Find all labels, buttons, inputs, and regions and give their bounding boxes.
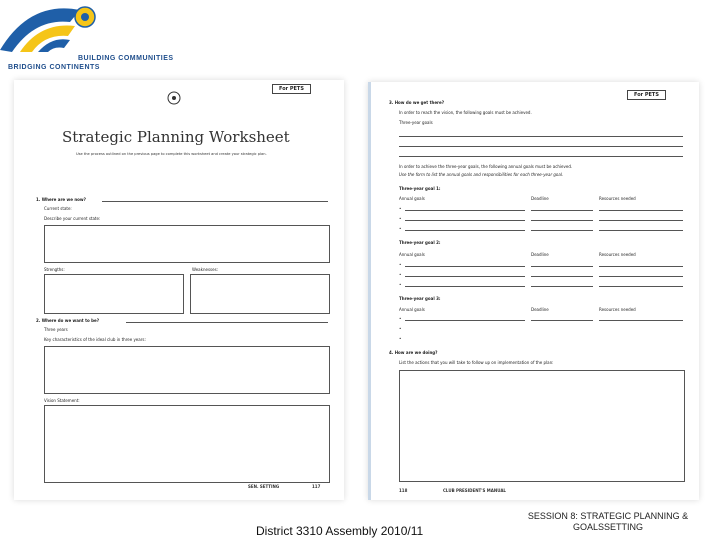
goal-2-label: Three-year goal 2: xyxy=(399,240,441,245)
q3-instruction-2: In order to achieve the three-year goals, the following annual goals must be achieved. xyxy=(399,164,573,169)
footer-page-number: 118 xyxy=(399,488,408,493)
deadline-line[interactable] xyxy=(531,286,593,287)
resources-header: Resources needed xyxy=(599,196,636,201)
strengths-box[interactable] xyxy=(44,274,184,314)
deadline-header: Deadline xyxy=(531,307,549,312)
rotary-wheel-icon xyxy=(166,90,182,106)
logo-line-1: BUILDING COMMUNITIES xyxy=(78,55,174,62)
bullet-icon: • xyxy=(399,272,402,277)
goal-line[interactable] xyxy=(405,230,525,231)
q3-note: Use the form to list the annual goals and responsibilities for each three-year goal. xyxy=(399,172,564,177)
logo-line-2: BRIDGING CONTINENTS xyxy=(8,64,100,71)
resources-header: Resources needed xyxy=(599,252,636,257)
goal-line[interactable] xyxy=(405,320,525,321)
deadline-line[interactable] xyxy=(531,276,593,277)
deadline-line[interactable] xyxy=(531,220,593,221)
strengths-label: Strengths: xyxy=(44,267,65,272)
bullet-icon: • xyxy=(399,336,402,341)
resources-header: Resources needed xyxy=(599,307,636,312)
vision-box[interactable] xyxy=(44,405,330,483)
footer-manual-title: CLUB PRESIDENT'S MANUAL xyxy=(443,488,506,493)
resources-line[interactable] xyxy=(599,230,683,231)
bullet-icon: • xyxy=(399,282,402,287)
current-state-label: Current state: xyxy=(44,206,72,211)
answer-line xyxy=(399,156,683,157)
deadline-line[interactable] xyxy=(531,266,593,267)
characteristics-box[interactable] xyxy=(44,346,330,394)
session-title-line-2: GOALSSETTING xyxy=(572,522,643,532)
bullet-icon: • xyxy=(399,216,402,221)
answer-line xyxy=(399,136,683,137)
vision-label: Vision Statement: xyxy=(44,398,80,403)
session-title xyxy=(510,511,706,533)
question-3: 3. How do we get there? xyxy=(389,100,445,105)
question-1: 1. Where are we now? xyxy=(36,197,86,202)
for-pets-badge: For PETS xyxy=(627,90,666,100)
answer-line xyxy=(399,146,683,147)
describe-box[interactable] xyxy=(44,225,330,263)
resources-line[interactable] xyxy=(599,320,683,321)
three-year-goals-label: Three-year goals xyxy=(399,120,433,125)
bullet-icon: • xyxy=(399,326,402,331)
key-characteristics-label: Key characteristics of the ideal club in three years: xyxy=(44,337,146,342)
goal-line[interactable] xyxy=(405,286,525,287)
goal-line[interactable] xyxy=(405,220,525,221)
bullet-icon: • xyxy=(399,316,402,321)
worksheet-page-left xyxy=(14,80,344,500)
weaknesses-box[interactable] xyxy=(190,274,330,314)
resources-line[interactable] xyxy=(599,276,683,277)
bullet-icon: • xyxy=(399,206,402,211)
annual-goals-header: Annual goals xyxy=(399,307,425,312)
goal-line[interactable] xyxy=(405,266,525,267)
annual-goals-header: Annual goals xyxy=(399,252,425,257)
followup-box[interactable] xyxy=(399,370,685,482)
question-4: 4. How are we doing? xyxy=(389,350,438,355)
deadline-line[interactable] xyxy=(531,210,593,211)
resources-line[interactable] xyxy=(599,210,683,211)
resources-line[interactable] xyxy=(599,266,683,267)
weaknesses-label: Weaknesses: xyxy=(192,267,219,272)
answer-line xyxy=(102,201,328,202)
annual-goals-header: Annual goals xyxy=(399,196,425,201)
worksheet-page-right xyxy=(368,82,699,500)
footer-left: SEN. SETTING xyxy=(248,484,280,489)
q3-instruction: In order to reach the vision, the following goals must be achieved. xyxy=(399,110,532,115)
deadline-line[interactable] xyxy=(531,230,593,231)
assembly-caption: District 3310 Assembly 2010/11 xyxy=(256,524,424,538)
page-title: Strategic Planning Worksheet xyxy=(62,128,290,146)
for-pets-badge: For PETS xyxy=(272,84,311,94)
resources-line[interactable] xyxy=(599,286,683,287)
goal-1-label: Three-year goal 1: xyxy=(399,186,441,191)
session-title-line-1: SESSION 8: STRATEGIC PLANNING & xyxy=(527,511,689,521)
resources-line[interactable] xyxy=(599,220,683,221)
deadline-header: Deadline xyxy=(531,196,549,201)
goal-line[interactable] xyxy=(405,210,525,211)
answer-line xyxy=(126,322,328,323)
bullet-icon: • xyxy=(399,226,402,231)
deadline-line[interactable] xyxy=(531,320,593,321)
page-subtitle: Use the process outlined on the previous page to complete this worksheet and create your strategic plan. xyxy=(76,152,267,156)
deadline-header: Deadline xyxy=(531,252,549,257)
describe-label: Describe your current state: xyxy=(44,216,101,221)
goal-line[interactable] xyxy=(405,276,525,277)
question-2: 2. Where do we want to be? xyxy=(36,318,100,323)
three-years-label: Three years xyxy=(44,327,68,332)
footer-page-number: 117 xyxy=(312,484,321,489)
bullet-icon: • xyxy=(399,262,402,267)
goal-3-label: Three-year goal 3: xyxy=(399,296,441,301)
q4-instruction: List the actions that you will take to follow up on implementation of the plan: xyxy=(399,360,554,365)
